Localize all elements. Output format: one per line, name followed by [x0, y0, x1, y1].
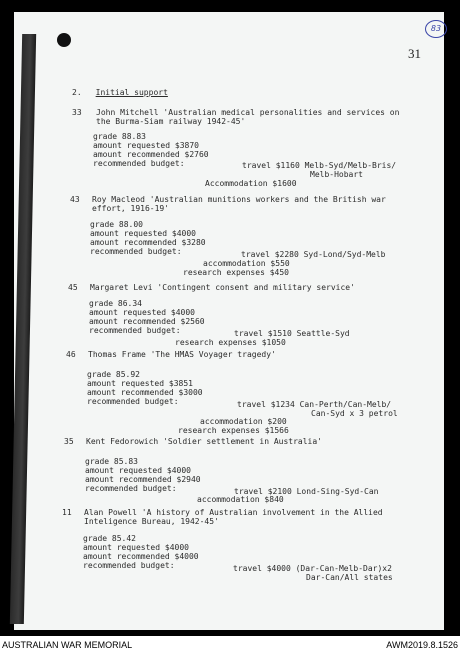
entry-number: 43 — [70, 195, 80, 204]
entry-title: Alan Powell 'A history of Australian involvement in the Allied Inteligence Bureau, 1942-45' — [84, 508, 383, 526]
punch-hole — [57, 33, 71, 47]
budget-line: travel $1160 Melb-Syd/Melb-Bris/ — [242, 161, 397, 170]
budget-line: Can-Syd x 3 petrol — [311, 409, 398, 418]
entry-grade: grade 88.00 — [90, 220, 143, 229]
entry-recommended: amount recommended $4000 — [83, 552, 199, 561]
footer-right: AWM2019.8.1526 — [386, 640, 458, 650]
entry-requested: amount requested $4000 — [89, 308, 195, 317]
entry-title: Thomas Frame 'The HMAS Voyager tragedy' — [88, 350, 276, 359]
budget-line: travel $1234 Can-Perth/Can-Melb/ — [237, 400, 392, 409]
entry-budget-label: recommended budget: — [89, 326, 181, 335]
entry-title: Roy Macleod 'Australian munitions workers and the British war effort, 1916-19' — [92, 195, 386, 213]
budget-line: research expenses $1050 — [175, 338, 286, 347]
entry-grade: grade 85.42 — [83, 534, 136, 543]
budget-line: Accommodation $1600 — [205, 179, 297, 188]
entry-grade: grade 85.83 — [85, 457, 138, 466]
entry-number: 46 — [66, 350, 76, 359]
budget-line: Melb-Hobart — [310, 170, 363, 179]
entry-budget-label: recommended budget: — [83, 561, 175, 570]
entry-budget-label: recommended budget: — [87, 397, 179, 406]
folio-stamp: 83 — [425, 20, 447, 38]
budget-line: research expenses $1566 — [178, 426, 289, 435]
entry-number: 35 — [64, 437, 74, 446]
budget-line: travel $2280 Syd-Lond/Syd-Melb — [241, 250, 386, 259]
budget-line: accommodation $200 — [200, 417, 287, 426]
entry-recommended: amount recommended $2760 — [93, 150, 209, 159]
entry-title: John Mitchell 'Australian medical personalities and services on the Burma-Siam railway 1942-45' — [96, 108, 400, 126]
entry-requested: amount requested $3870 — [93, 141, 199, 150]
entry-budget-label: recommended budget: — [93, 159, 185, 168]
budget-line: Dar-Can/All states — [306, 573, 393, 582]
entry-number: 11 — [62, 508, 72, 517]
entry-grade: grade 88.83 — [93, 132, 146, 141]
section-title: Initial support — [95, 88, 168, 97]
entry-recommended: amount recommended $2940 — [85, 475, 201, 484]
entry-requested: amount requested $4000 — [83, 543, 189, 552]
entry-number: 45 — [68, 283, 78, 292]
entry-title: Kent Fedorowich 'Soldier settlement in Australia' — [86, 437, 323, 446]
entry-budget-label: recommended budget: — [85, 484, 177, 493]
budget-line: travel $1510 Seattle-Syd — [234, 329, 350, 338]
document-page — [14, 12, 444, 630]
entry-grade: grade 86.34 — [89, 299, 142, 308]
entry-number: 33 — [72, 108, 82, 117]
budget-line: accommodation $840 — [197, 495, 284, 504]
entry-requested: amount requested $3851 — [87, 379, 193, 388]
entry-grade: grade 85.92 — [87, 370, 140, 379]
section-number: 2. — [72, 88, 82, 97]
entry-recommended: amount recommended $3000 — [87, 388, 203, 397]
budget-line: travel $2100 Lond-Sing-Syd-Can — [234, 487, 379, 496]
entry-budget-label: recommended budget: — [90, 247, 182, 256]
footer-left: AUSTRALIAN WAR MEMORIAL — [2, 640, 133, 650]
entry-recommended: amount recommended $3280 — [90, 238, 206, 247]
budget-line: accommodation $550 — [203, 259, 290, 268]
entry-title: Margaret Levi 'Contingent consent and military service' — [90, 283, 355, 292]
budget-line: travel $4000 (Dar-Can-Melb-Dar)x2 — [233, 564, 392, 573]
entry-recommended: amount recommended $2560 — [89, 317, 205, 326]
entry-requested: amount requested $4000 — [90, 229, 196, 238]
budget-line: research expenses $450 — [183, 268, 289, 277]
entry-requested: amount requested $4000 — [85, 466, 191, 475]
page-number: 31 — [408, 46, 421, 61]
section-heading — [72, 88, 168, 97]
